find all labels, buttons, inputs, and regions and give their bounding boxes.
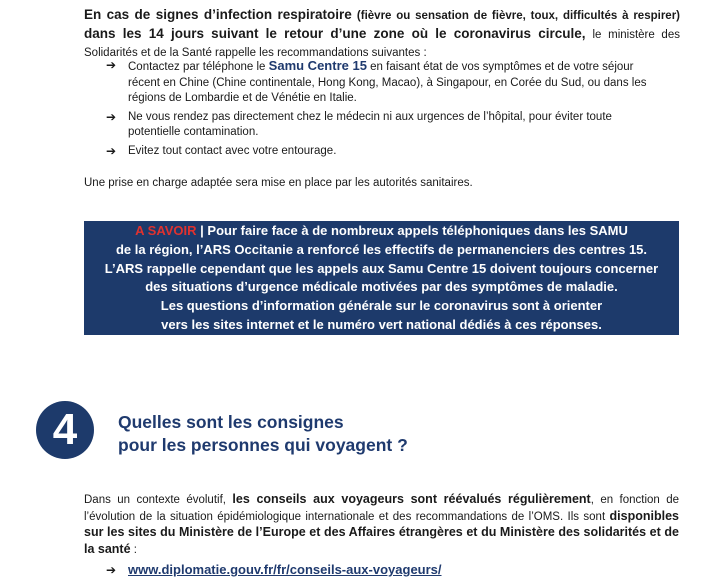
section-title-line: pour les personnes qui voyagent ? [118,435,408,455]
info-box-line [84,222,679,241]
info-box [84,221,679,335]
recommendations-list [106,58,666,162]
intro-paragraph [84,6,680,62]
info-box-text: Pour faire face à de nombreux appels téléphoniques dans les SAMU [207,223,628,238]
info-box-line: L’ARS rappelle cependant que les appels aux Samu Centre 15 doivent toujours concerner [104,260,659,276]
list-item [106,58,666,107]
intro-lead-2: dans les 14 jours suivant le retour d’une zone où le coronavirus circule, [84,26,586,41]
travel-bold: les conseils aux voyageurs sont réévalués régulièrement [232,492,591,506]
section-title-line: Quelles sont les consignes [118,412,344,432]
intro-lead: En cas de signes d’infection respiratoire [84,7,352,22]
info-box-label: A SAVOIR [135,223,197,238]
arrow-right-icon: ➔ [106,563,117,577]
list-item-text: Evitez tout contact avec votre entourage. [128,144,337,157]
diplomatie-link[interactable]: www.diplomatie.gouv.fr/fr/conseils-aux-voyageurs/ [128,562,442,577]
info-box-line: Les questions d’information générale sur le coronavirus sont à orienter [160,298,603,314]
list-item-text [128,58,666,107]
intro-tail: le ministère des Solidarités et de la Santé rappelle les recommandations suivantes : [84,29,680,59]
list-item [106,110,666,141]
bullet-text-post: en faisant état de vos symptômes et de votre séjour récent en Chine (Chine continentale, Hong Kong, Macao), à Singapour, en Corée du Sud, ou dans les régions de Lombardie et de Vénétie en Italie. [128,61,647,104]
travel-text: , en fonction de l’évolution de la situation épidémiologique internationale et des recommandations de l’OMS. Ils sont [84,494,679,523]
list-item [106,144,666,160]
info-box-line: des situations d’urgence médicale motivées par des symptômes de maladie. [145,279,618,295]
bullet-text-pre: Contactez par téléphone le [128,61,266,73]
section-title [118,411,408,457]
info-box-line: vers les sites internet et le numéro vert national dédiés à ces réponses. [161,316,602,332]
intro-symptoms: (fièvre ou sensation de fièvre, toux, difficultés à respirer) [356,10,680,22]
travel-text: Dans un contexte évolutif, [84,494,226,506]
care-paragraph: Une prise en charge adaptée sera mise en place par les autorités sanitaires. [84,177,473,189]
arrow-right-icon: ➔ [106,58,117,72]
travel-paragraph [84,492,679,558]
travel-text: : [130,543,137,556]
samu-highlight: Samu Centre 15 [268,58,367,73]
travel-bold: disponibles sur les sites du Ministère de l’Europe et des Affaires étrangères et du Ministère des solidarités et de la santé [84,508,679,556]
section-number-badge: 4 [36,401,94,459]
arrow-right-icon: ➔ [106,109,117,124]
info-box-line: de la région, l’ARS Occitanie a renforcé les effectifs de permanenciers des centres 15. [115,241,648,257]
link-item [106,562,442,578]
info-box-separator: | [200,223,204,238]
arrow-right-icon: ➔ [106,143,117,158]
list-item-text: Ne vous rendez pas directement chez le médecin ni aux urgences de l’hôpital, pour éviter toute potentielle contamination. [128,110,612,138]
